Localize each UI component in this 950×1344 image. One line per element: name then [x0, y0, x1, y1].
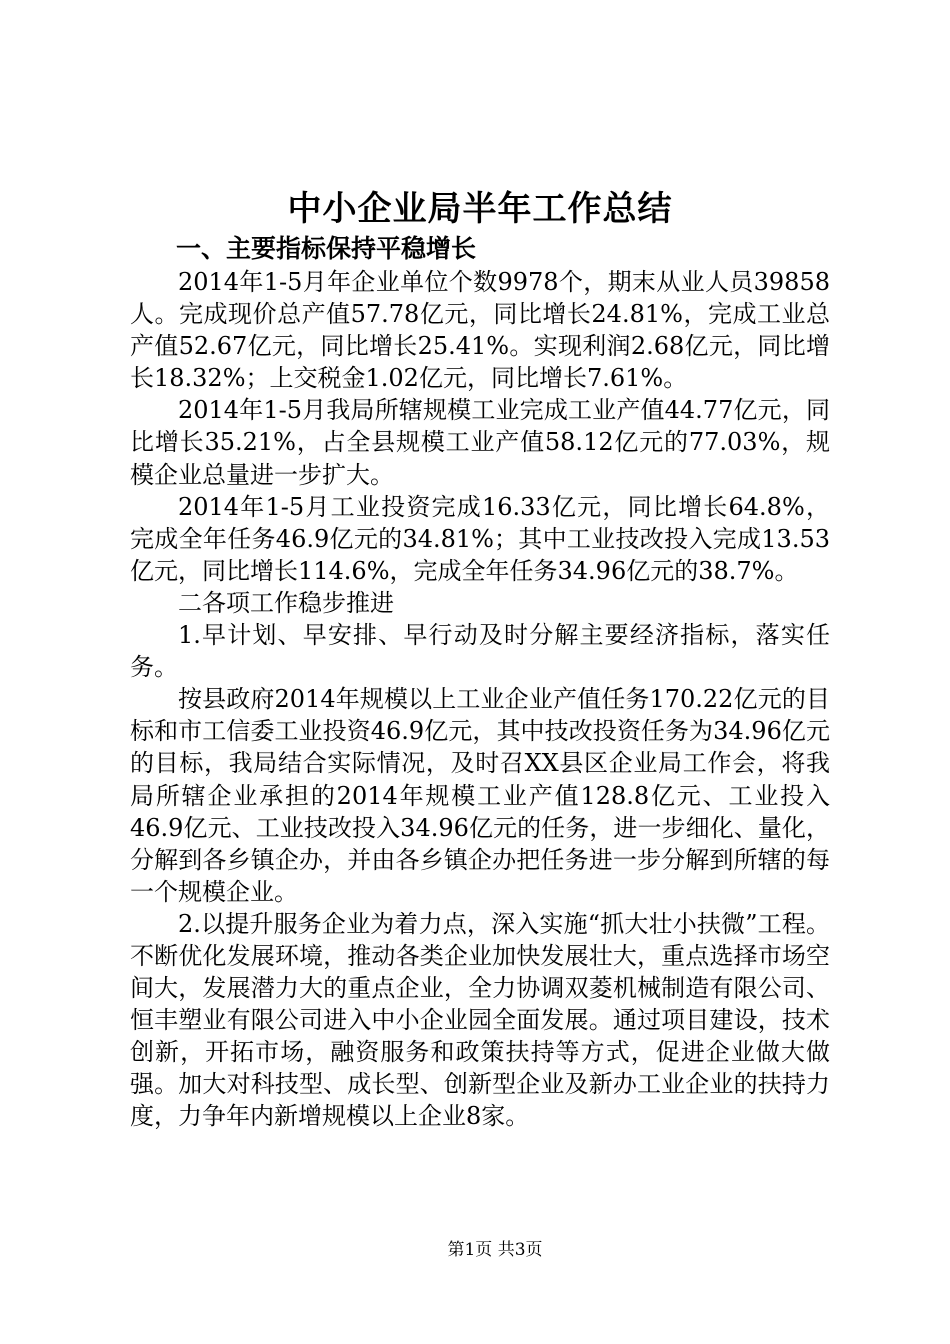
document-title: 中小企业局半年工作总结 — [287, 189, 673, 229]
paragraph-task-breakdown: 按县政府2014年规模以上工业企业产值任务170.22亿元的目标和市工信委工业投资46.9亿元，其中技改投资任务为34.96亿元的目标，我局结合实际情况，及时召XX县区企业局工作会，将我局所辖企业承担的2014年规模工业产值128.8亿元、工业投入46.9亿元、工业技改投入34.96亿元的任务，进一步细化、量化，分解到各乡镇企办，并由各乡镇企办把任务进一步分解到所辖的每一个规模企业。 — [130, 685, 830, 906]
section-heading-work-progress: 二各项工作稳步推进 — [178, 588, 394, 617]
item-heading-planning: 1.早计划、早安排、早行动及时分解主要经济指标，落实任务。 — [130, 621, 830, 682]
paragraph-enterprise-stats: 2014年1-5月年企业单位个数9978个，期末从业人员39858人。完成现价总产值57.78亿元，同比增长24.81%，完成工业总产值52.67亿元，同比增长25.41%。实现利润2.68亿元，同比增长18.32%；上交税金1.02亿元，同比增长7.61%。 — [130, 268, 830, 393]
section-heading-indicators: 一、主要指标保持平稳增长 — [176, 234, 477, 263]
page-number-footer: 第1页 共3页 — [447, 1240, 543, 1260]
document-body — [130, 266, 830, 1133]
paragraph-industrial-investment: 2014年1-5月工业投资完成16.33亿元，同比增长64.8%，完成全年任务46.9亿元的34.81%；其中工业技改投入完成13.53亿元，同比增长114.6%，完成全年任务34.96亿元的38.7%。 — [130, 492, 830, 585]
paragraph-enterprise-service: 2.以提升服务企业为着力点，深入实施“抓大壮小扶微”工程。不断优化发展环境，推动各类企业加快发展壮大，重点选择市场空间大，发展潜力大的重点企业，全力协调双菱机械制造有限公司、恒丰塑业有限公司进入中小企业园全面发展。通过项目建设，技术创新，开拓市场，融资服务和政策扶持等方式，促进企业做大做强。加大对科技型、成长型、创新型企业及新办工业企业的扶持力度，力争年内新增规模以上企业8家。 — [130, 909, 830, 1131]
paragraph-scale-industry: 2014年1-5月我局所辖规模工业完成工业产值44.77亿元，同比增长35.21%，占全县规模工业产值58.12亿元的77.03%，规模企业总量进一步扩大。 — [130, 396, 830, 489]
